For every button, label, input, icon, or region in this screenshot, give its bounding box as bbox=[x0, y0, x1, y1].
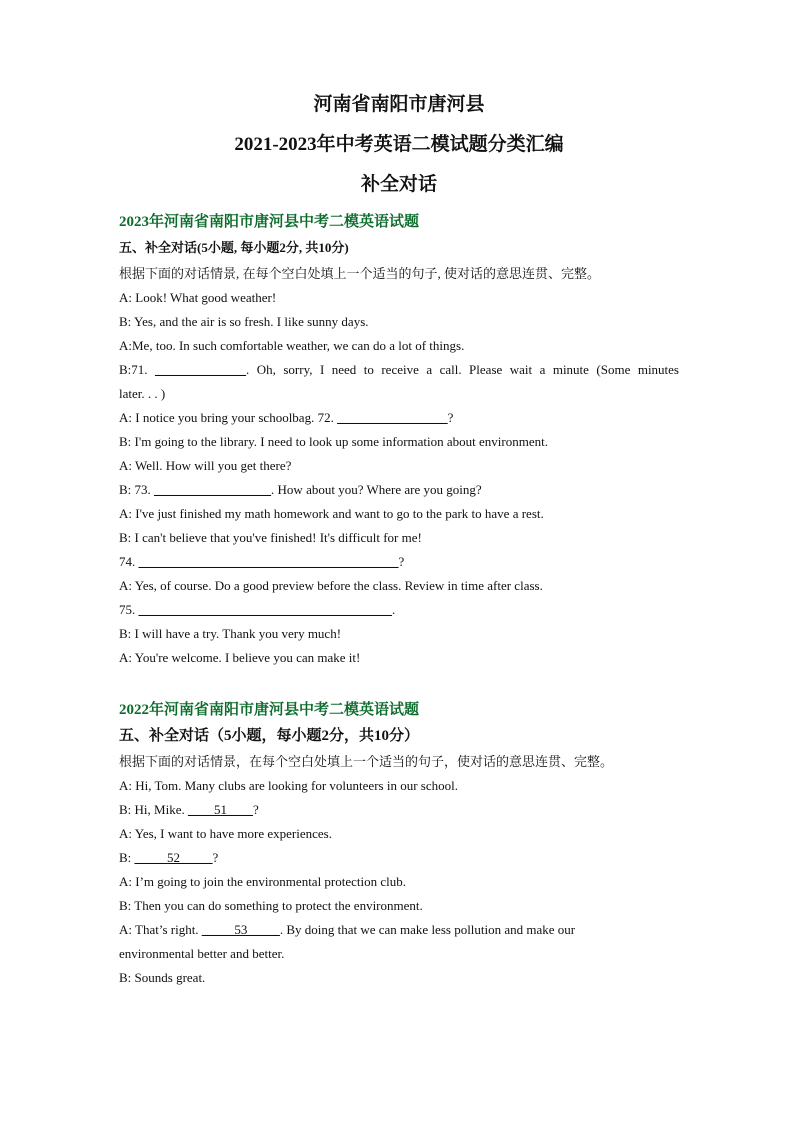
dialogue-line: B: Then you can do something to protect the environment. bbox=[119, 898, 423, 913]
dialogue-line: A:Me, too. In such comfortable weather, we can do a lot of things. bbox=[119, 338, 465, 353]
line-text: ? bbox=[447, 410, 454, 425]
instruction-text: 根据下面的对话情景，在每个空白处填上一个适当的句子，使对话的意思连贯、完整。 bbox=[119, 754, 614, 769]
answer-blank-72: _________________ bbox=[337, 410, 448, 425]
doc-title-topic: 补全对话 bbox=[360, 174, 437, 195]
dialogue-line: A: You're welcome. I believe you can make it! bbox=[119, 650, 361, 665]
answer-blank-75: _______________________________________ bbox=[138, 602, 392, 617]
line-text: . By doing that we can make less pollution and make our bbox=[279, 922, 576, 937]
section-2022 bbox=[119, 700, 679, 990]
dialogue-line: A: Look! What good weather! bbox=[119, 290, 277, 305]
line-text: . How about you? Where are you going? bbox=[271, 482, 482, 497]
dialogue-line: A: I've just finished my math homework and want to go to the park to have a rest. bbox=[119, 506, 544, 521]
dialogue-line: A: Well. How will you get there? bbox=[119, 458, 292, 473]
dialogue-line: environmental better and better. bbox=[119, 946, 285, 961]
dialogue-line: B: I will have a try. Thank you very much! bbox=[119, 626, 342, 641]
line-text: 75. bbox=[119, 602, 139, 617]
dialogue-line: A: Yes, I want to have more experiences. bbox=[119, 826, 332, 841]
question-heading: 五、补全对话(5小题, 每小题2分, 共10分) bbox=[119, 240, 349, 255]
doc-title-range: 2021-2023年中考英语二模试题分类汇编 bbox=[234, 134, 564, 155]
line-text: ? bbox=[212, 850, 219, 865]
line-text: B: 73. bbox=[119, 482, 155, 497]
answer-blank-53: _____53_____ bbox=[201, 922, 280, 937]
dialogue-line bbox=[119, 918, 679, 942]
section-2023 bbox=[119, 212, 679, 670]
document-page bbox=[119, 92, 679, 990]
answer-blank-71: ______________ bbox=[155, 362, 247, 377]
line-text: ? bbox=[252, 802, 259, 817]
line-text: B:71. bbox=[119, 362, 156, 377]
question-heading: 五、补全对话（5小题，每小题2分，共10分） bbox=[119, 728, 420, 744]
line-text: ? bbox=[398, 554, 405, 569]
line-text: 74. bbox=[119, 554, 139, 569]
dialogue-line: A: Yes, of course. Do a good preview before the class. Review in time after class. bbox=[119, 578, 543, 593]
line-text: B: Hi, Mike. bbox=[119, 802, 188, 817]
dialogue-line: A: I’m going to join the environmental protection club. bbox=[119, 874, 407, 889]
dialogue-line bbox=[119, 406, 679, 430]
answer-blank-51: ____51____ bbox=[187, 802, 253, 817]
doc-title-region: 河南省南阳市唐河县 bbox=[313, 94, 485, 115]
line-text: A: I notice you bring your schoolbag. 72. bbox=[119, 410, 338, 425]
dialogue-line: later. . . ) bbox=[119, 386, 166, 401]
answer-blank-52: _____52_____ bbox=[134, 850, 213, 865]
answer-blank-74: ________________________________________ bbox=[138, 554, 399, 569]
dialogue-line: A: Hi, Tom. Many clubs are looking for volunteers in our school. bbox=[119, 778, 458, 793]
line-text: A: That’s right. bbox=[119, 922, 202, 937]
dialogue-line: B: Sounds great. bbox=[119, 970, 206, 985]
dialogue-line bbox=[119, 358, 679, 382]
dialogue-line bbox=[119, 478, 679, 502]
dialogue-line bbox=[119, 846, 679, 870]
instruction-text: 根据下面的对话情景, 在每个空白处填上一个适当的句子, 使对话的意思连贯、完整。 bbox=[119, 266, 601, 281]
dialogue-line bbox=[119, 550, 679, 574]
dialogue-line bbox=[119, 598, 679, 622]
dialogue-line: B: I can't believe that you've finished! It's difficult for me! bbox=[119, 530, 422, 545]
dialogue-line bbox=[119, 798, 679, 822]
dialogue-line: B: Yes, and the air is so fresh. I like sunny days. bbox=[119, 314, 369, 329]
answer-blank-73: __________________ bbox=[154, 482, 272, 497]
line-text: . Oh, sorry, I need to receive a call. Please wait a minute (Some minutes bbox=[246, 362, 679, 377]
section-heading: 2022年河南省南阳市唐河县中考二模英语试题 bbox=[119, 702, 420, 718]
section-heading: 2023年河南省南阳市唐河县中考二模英语试题 bbox=[119, 214, 420, 230]
line-text: . bbox=[392, 602, 396, 617]
line-text: B: bbox=[119, 850, 135, 865]
dialogue-line: B: I'm going to the library. I need to look up some information about environment. bbox=[119, 434, 548, 449]
